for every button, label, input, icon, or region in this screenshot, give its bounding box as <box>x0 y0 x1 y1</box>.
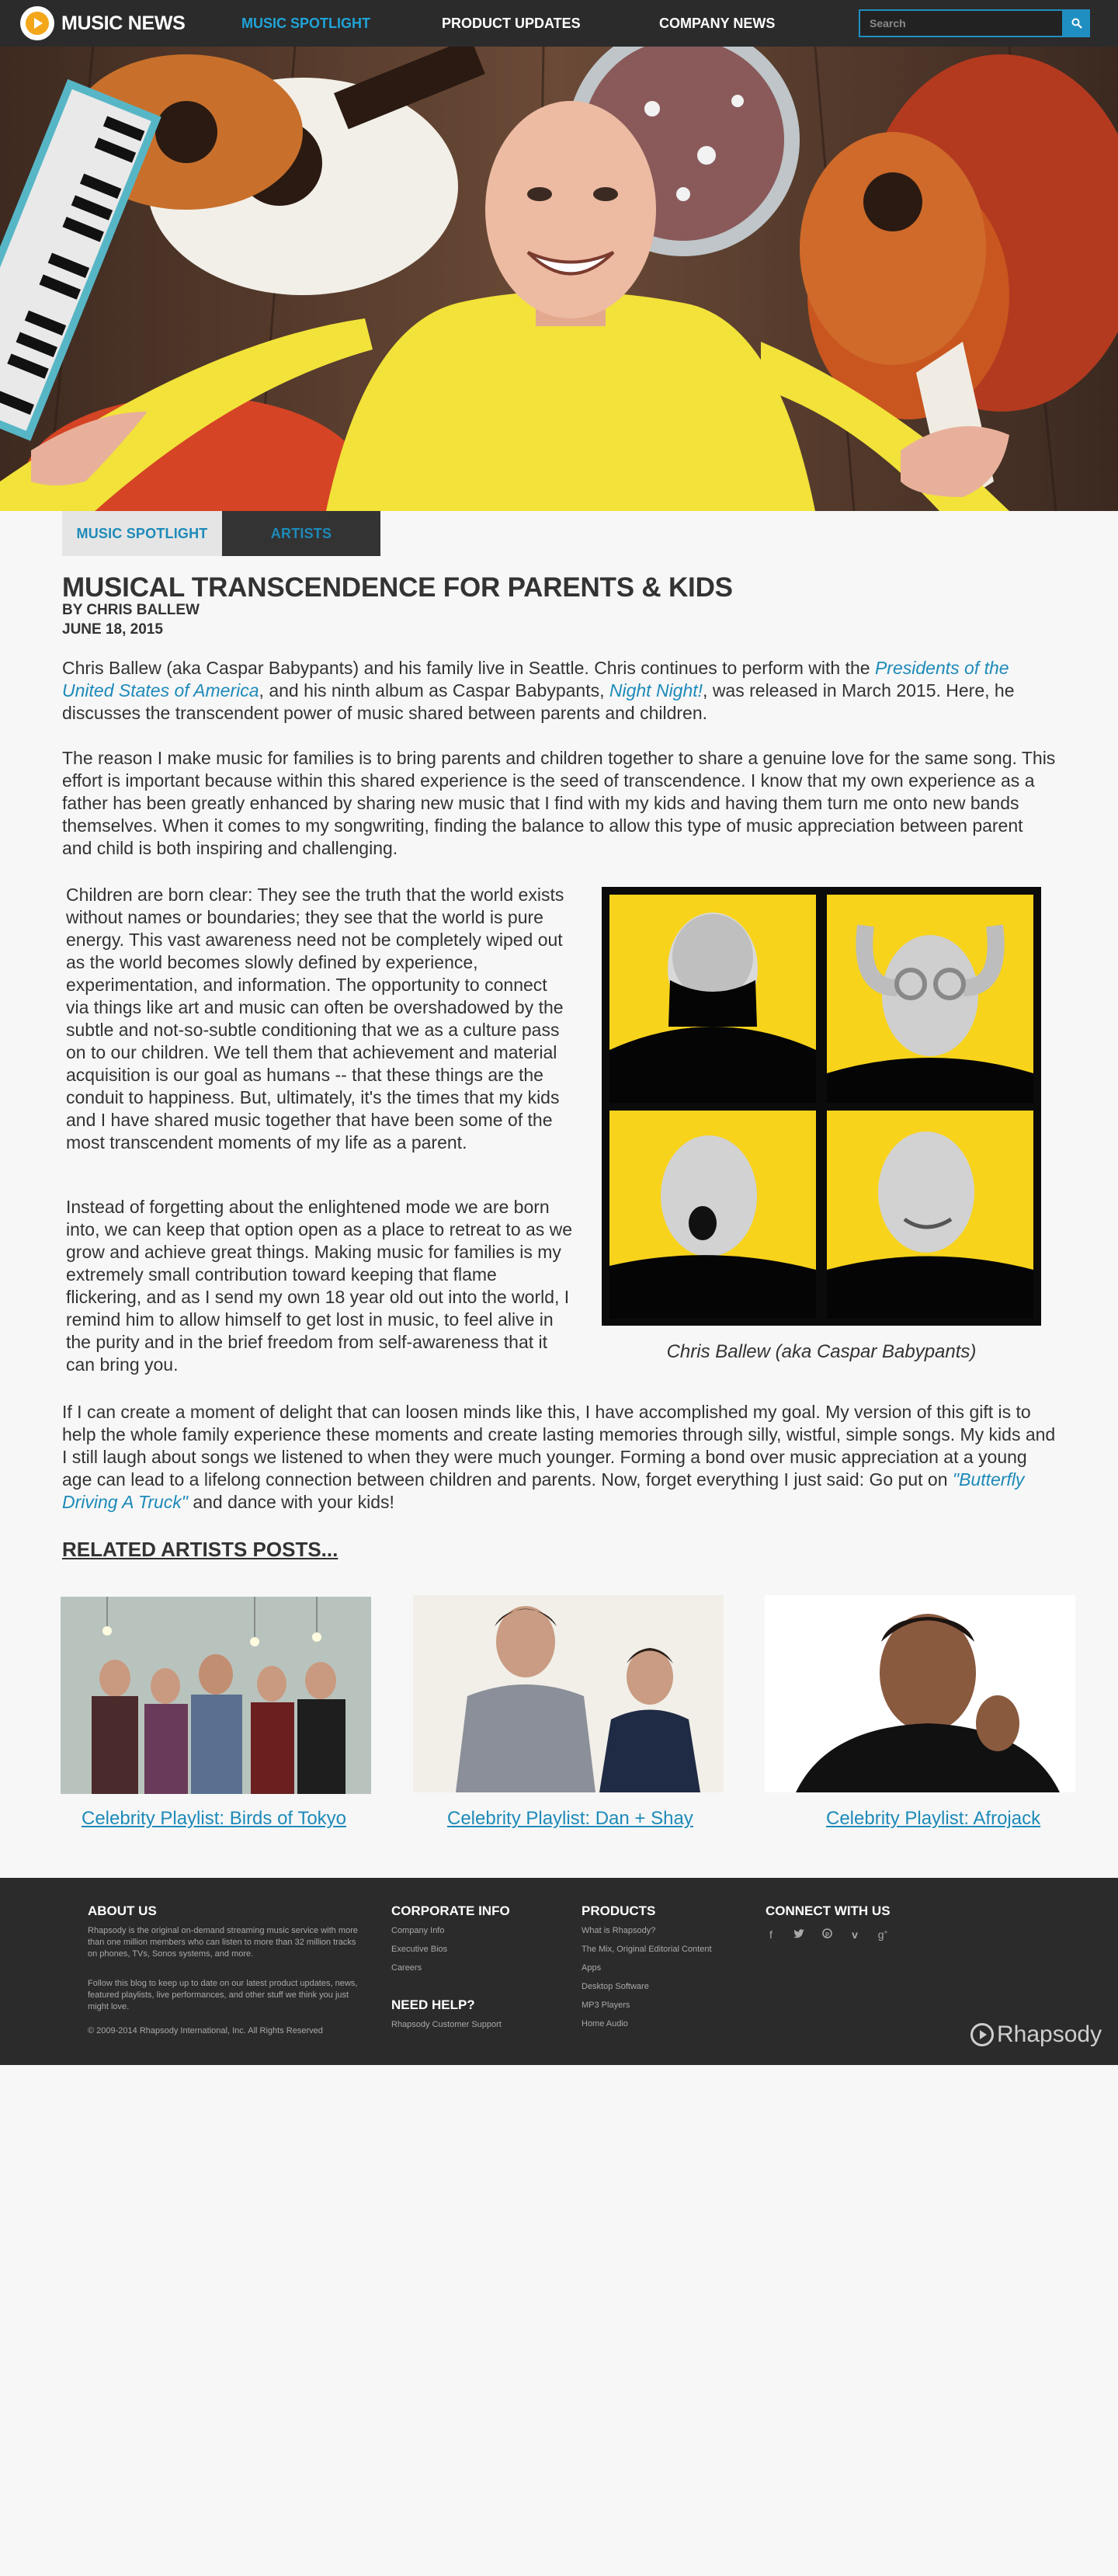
footer-link-company-info[interactable]: Company Info <box>391 1926 445 1935</box>
artist-photo-grid <box>602 887 1041 1326</box>
article-paragraph-4: Instead of forgetting about the enlightened mode we are born into, we can keep that option open as a place to retreat to as we grow and achieve great things. Making music for families is my extremely small contribution toward keeping that flame flickering, and as I send my own 18 year old out into the world, I remind him to allow himself to get lost in music, to feel alive in the purity and in the brief freedom from self-awareness that it can bring you. <box>66 1197 573 1375</box>
article-title: MUSICAL TRANSCENDENCE FOR PARENTS & KIDS <box>62 572 733 603</box>
footer-products-heading: PRODUCTS <box>582 1903 656 1918</box>
rhapsody-logo-text: Rhapsody <box>997 2022 1102 2047</box>
category-tabs <box>62 511 380 556</box>
top-nav <box>0 0 1118 47</box>
article-intro <box>62 657 1056 725</box>
related-image-birds-of-tokyo[interactable] <box>61 1597 371 1794</box>
footer-link-apps[interactable]: Apps <box>582 1963 602 1973</box>
article-date: JUNE 18, 2015 <box>62 621 163 638</box>
footer-corporate-list <box>391 1921 447 1977</box>
conclusion-text-a: If I can create a moment of delight that can loosen minds like this, I have accomplished my goal. My version of this gift is to help the whole family experience these moments and create lasting memories through silly, wistful, simple songs. My kids and I still laugh about songs we listened to when they were much younger. Forming a bond over music appreciation at a young age can lead to a lifelong connection between children and parents. Now, forget everything I just said: Go put on <box>62 1402 1056 1490</box>
rhapsody-play-icon <box>970 2023 994 2046</box>
related-image-afrojack[interactable] <box>765 1595 1075 1792</box>
footer-help-list <box>391 2015 502 2034</box>
hero-image <box>0 47 1118 511</box>
photo-panel-3 <box>609 1111 816 1319</box>
svg-text:p: p <box>825 1930 829 1938</box>
pinterest-icon[interactable] <box>821 1928 833 1941</box>
footer-help-heading: NEED HELP? <box>391 1997 475 2012</box>
nav-company-news[interactable]: COMPANY NEWS <box>659 16 776 31</box>
twitter-icon[interactable] <box>793 1928 805 1941</box>
facebook-icon[interactable]: f <box>769 1928 773 1941</box>
play-logo-icon <box>20 6 54 40</box>
footer-follow-text: Follow this blog to keep up to date on our latest product updates, news, featured playlists, live performances, and other stuff we think you just might love. <box>88 1979 358 2011</box>
photo-panel-1 <box>609 895 816 1103</box>
search-input[interactable] <box>859 9 1064 37</box>
search-button[interactable] <box>1064 9 1090 37</box>
intro-text-c: , was released in March 2015. Here, he discusses the transcendent power of music shared between parents and children. <box>62 680 1015 723</box>
article-author: BY CHRIS BALLEW <box>62 602 200 618</box>
search-icon <box>1071 18 1082 29</box>
footer-about-heading: ABOUT US <box>88 1903 157 1918</box>
related-link-birds-of-tokyo[interactable]: Celebrity Playlist: Birds of Tokyo <box>82 1808 347 1829</box>
footer-link-careers[interactable]: Careers <box>391 1963 422 1973</box>
intro-text-a: Chris Ballew (aka Caspar Babypants) and his family live in Seattle. Chris continues to perform with the <box>62 658 875 678</box>
footer-connect-heading: CONNECT WITH US <box>766 1903 891 1918</box>
related-link-dan-shay[interactable]: Celebrity Playlist: Dan + Shay <box>447 1808 693 1829</box>
footer-link-mp3-players[interactable]: MP3 Players <box>582 2001 630 2010</box>
footer-corporate-heading: CORPORATE INFO <box>391 1903 510 1918</box>
footer-link-what-is-rhapsody[interactable]: What is Rhapsody? <box>582 1926 656 1935</box>
article-paragraph-2: The reason I make music for families is to bring parents and children together to share a genuine love for the same song. This effort is important because within this shared experience is the seed of transcendence. I know that my own experience as a father has been greatly enhanced by sharing new music that I find with my kids and having them turn me onto new bands themselves. When it comes to my songwriting, finding the balance to allow this type of music appreciation between parent and child is both inspiring and challenging. <box>62 748 1056 858</box>
google-plus-icon[interactable]: g+ <box>877 1928 888 1941</box>
footer-link-executive-bios[interactable]: Executive Bios <box>391 1945 448 1954</box>
article-conclusion <box>62 1401 1056 1514</box>
brand-logo-link[interactable] <box>20 6 186 40</box>
rhapsody-logo[interactable] <box>970 2022 1102 2048</box>
link-butterfly-driving-a-truck[interactable]: "Butterfly Driving A Truck" <box>62 1469 1025 1512</box>
nav-product-updates[interactable]: PRODUCT UPDATES <box>442 16 581 31</box>
nav-music-spotlight[interactable]: MUSIC SPOTLIGHT <box>241 16 370 31</box>
footer-about-text: Rhapsody is the original on-demand streaming music service with more than one million members who can listen to more than 32 million tracks on phones, TVs, Sonos systems, and more. <box>88 1926 358 1959</box>
article-meta <box>62 600 200 639</box>
photo-caption: Chris Ballew (aka Caspar Babypants) <box>666 1341 977 1362</box>
footer-link-desktop-software[interactable]: Desktop Software <box>582 1982 649 1991</box>
photo-panel-4 <box>827 1111 1033 1319</box>
footer-link-the-mix[interactable]: The Mix, Original Editorial Content <box>582 1945 712 1954</box>
footer-copyright: © 2009-2014 Rhapsody International, Inc. All Rights Reserved <box>88 2026 323 2035</box>
article-paragraph-3: Children are born clear: They see the truth that the world exists without names or boundaries; they see that the world is pure energy. This vast awareness need not be completely wiped out as the world becomes slowly defined by experience, experimentation, and information. The opportunity to connect via things like art and music can often be overshadowed by the subtle and not-so-subtle conditioning that we as a culture pass on to our children. We tell them that achievement and material acquisition is our goal as humans -- that these things are the conduit to happiness. But, ultimately, it's the times that my kids and I have shared music together that have been some of the most transcendent moments of my life as a parent. <box>66 885 564 1152</box>
related-link-afrojack[interactable]: Celebrity Playlist: Afrojack <box>826 1808 1041 1829</box>
related-posts-heading: RELATED ARTISTS POSTS... <box>62 1538 339 1561</box>
conclusion-text-b: and dance with your kids! <box>187 1492 394 1512</box>
social-links <box>765 1928 889 1941</box>
photo-panel-2 <box>827 895 1033 1103</box>
search-box <box>859 9 1090 37</box>
tab-artists[interactable]: ARTISTS <box>222 511 380 556</box>
brand-name: MUSIC NEWS <box>61 12 186 34</box>
link-presidents-of-usa[interactable]: Presidents of the United States of America <box>62 658 1009 700</box>
footer-products-list <box>582 1921 712 2033</box>
footer-link-home-audio[interactable]: Home Audio <box>582 2019 628 2028</box>
related-image-dan-shay[interactable] <box>413 1595 724 1792</box>
tab-music-spotlight[interactable]: MUSIC SPOTLIGHT <box>62 511 222 556</box>
link-night-night[interactable]: Night Night! <box>609 680 703 700</box>
vimeo-icon[interactable]: v <box>852 1928 858 1941</box>
footer-link-customer-support[interactable]: Rhapsody Customer Support <box>391 2020 502 2029</box>
intro-text-b: , and his ninth album as Caspar Babypants, <box>259 680 609 700</box>
